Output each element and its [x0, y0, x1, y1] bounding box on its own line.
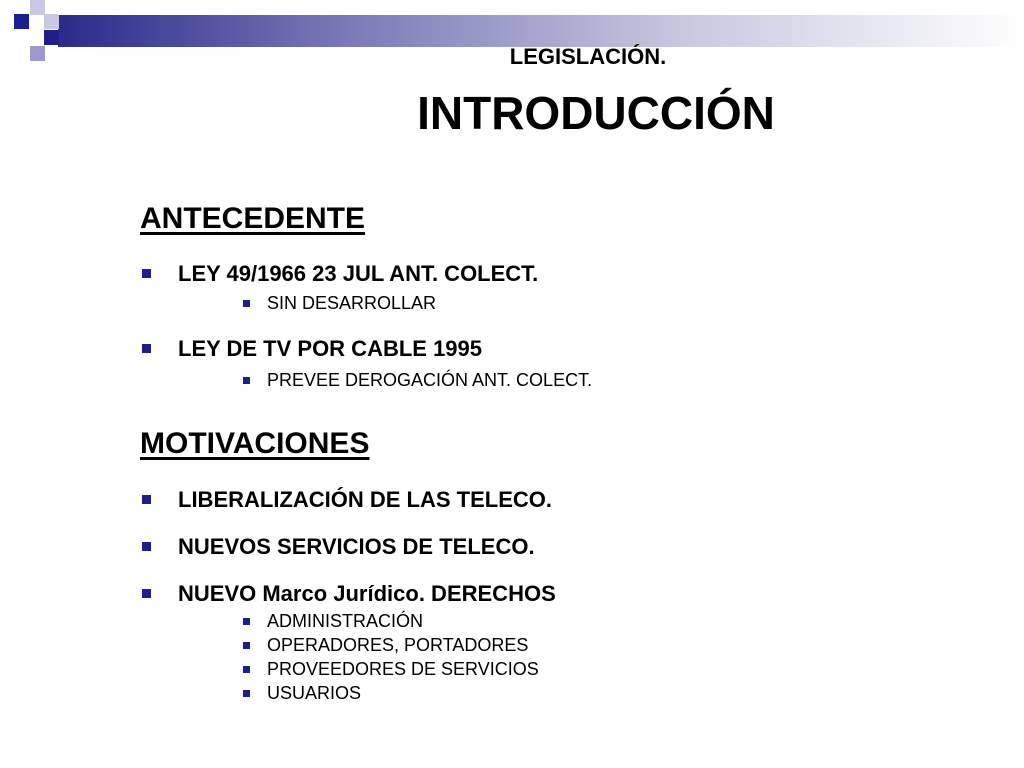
- decor-square: [44, 14, 59, 29]
- list-item: [178, 487, 552, 513]
- list-item: [178, 336, 482, 362]
- sub-list-item-label: OPERADORES, PORTADORES: [267, 635, 529, 655]
- square-bullet-icon: [142, 495, 151, 504]
- section-heading-motivaciones: MOTIVACIONES: [140, 427, 370, 460]
- decor-square: [14, 14, 29, 29]
- list-item: [178, 261, 538, 287]
- sub-list-item: [267, 635, 528, 656]
- square-bullet-icon: [142, 344, 151, 353]
- list-item-label: LEY DE TV POR CABLE 1995: [178, 336, 483, 361]
- decor-square: [44, 30, 59, 45]
- list-item-label: NUEVOS SERVICIOS DE TELECO.: [178, 534, 535, 559]
- sub-list-item: [267, 683, 361, 704]
- slide-title: INTRODUCCIÓN: [417, 87, 775, 139]
- sub-list-item: [267, 611, 423, 632]
- list-item-label: LEY 49/1966 23 JUL ANT. COLECT.: [178, 261, 539, 286]
- sub-list-item-label: PREVEE DEROGACIÓN ANT. COLECT.: [267, 370, 593, 390]
- decor-square: [30, 0, 45, 15]
- list-item-label: LIBERALIZACIÓN DE LAS TELECO.: [178, 487, 552, 512]
- sub-list-item-label: PROVEEDORES DE SERVICIOS: [267, 659, 539, 679]
- list-item-label: NUEVO Marco Jurídico. DERECHOS: [178, 581, 556, 606]
- sub-list-item-label: USUARIOS: [267, 683, 362, 703]
- square-bullet-icon: [142, 589, 151, 598]
- sub-list-item: [267, 370, 592, 391]
- sub-list-item: [267, 293, 436, 314]
- sub-list-item-label: SIN DESARROLLAR: [267, 293, 437, 313]
- square-bullet-icon: [142, 269, 151, 278]
- slide-subtitle: LEGISLACIÓN.: [509, 44, 667, 69]
- square-bullet-icon: [243, 618, 250, 625]
- sub-list-item-label: ADMINISTRACIÓN: [267, 611, 424, 631]
- sub-list-item: [267, 659, 539, 680]
- square-bullet-icon: [243, 377, 250, 384]
- square-bullet-icon: [243, 666, 250, 673]
- header-gradient-bar: [58, 15, 1024, 47]
- square-bullet-icon: [243, 300, 250, 307]
- decor-square: [58, 0, 74, 15]
- square-bullet-icon: [243, 690, 250, 697]
- square-bullet-icon: [142, 542, 151, 551]
- square-bullet-icon: [243, 642, 250, 649]
- decor-square: [14, 30, 29, 45]
- section-heading-antecedente: ANTECEDENTE: [140, 202, 366, 235]
- list-item: [178, 581, 556, 607]
- list-item: [178, 534, 535, 560]
